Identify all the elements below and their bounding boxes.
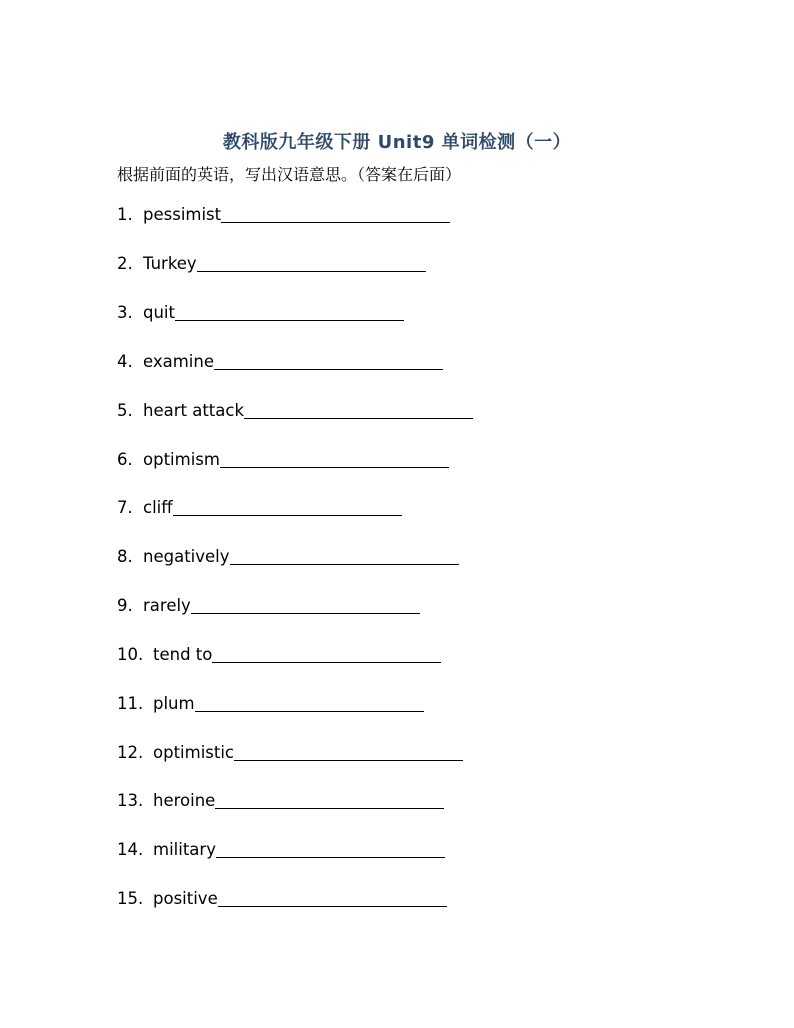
item-number: 9. [117,596,133,615]
vocab-item [117,205,450,229]
answer-blank[interactable] [220,466,449,468]
item-word: optimistic [153,743,235,762]
item-number: 15. [117,889,144,908]
answer-blank[interactable] [234,759,463,761]
item-number: 10. [117,645,144,664]
answer-blank[interactable] [215,807,444,809]
vocab-item [117,303,404,327]
answer-blank[interactable] [212,661,441,663]
item-word: cliff [143,498,173,517]
item-word: optimism [143,450,220,469]
item-number: 1. [117,205,133,224]
vocab-item [117,694,424,718]
item-word: plum [153,694,195,713]
item-word: military [153,840,216,859]
item-number: 14. [117,840,144,859]
item-number: 8. [117,547,133,566]
vocab-item [117,840,445,864]
item-word: negatively [143,547,230,566]
answer-blank[interactable] [191,612,420,614]
answer-blank[interactable] [197,270,426,272]
item-word: examine [143,352,215,371]
item-word: positive [153,889,218,908]
vocab-item [117,791,444,815]
vocab-item [117,743,463,767]
vocab-item [117,450,449,474]
answer-blank[interactable] [175,319,404,321]
vocab-item [117,596,420,620]
vocab-item [117,254,426,278]
answer-blank[interactable] [216,856,445,858]
vocab-item [117,547,459,571]
item-word: Turkey [143,254,197,273]
worksheet-title: 教科版九年级下册 Unit9 单词检测（一） [222,132,572,153]
answer-blank[interactable] [230,563,459,565]
item-word: pessimist [143,205,222,224]
item-word: heart attack [143,401,245,420]
item-number: 7. [117,498,133,517]
item-number: 12. [117,743,144,762]
vocab-item [117,352,443,376]
item-word: rarely [143,596,191,615]
vocab-item [117,645,441,669]
item-number: 2. [117,254,133,273]
worksheet-instruction: 根据前面的英语，写出汉语意思。（答案在后面） [117,165,462,184]
item-number: 3. [117,303,133,322]
item-number: 11. [117,694,144,713]
item-word: quit [143,303,175,322]
item-number: 6. [117,450,133,469]
answer-blank[interactable] [244,417,473,419]
item-number: 5. [117,401,133,420]
answer-blank[interactable] [214,368,443,370]
answer-blank[interactable] [218,905,447,907]
answer-blank[interactable] [221,221,450,223]
item-word: heroine [153,791,216,810]
answer-blank[interactable] [195,710,424,712]
item-number: 4. [117,352,133,371]
answer-blank[interactable] [173,514,402,516]
vocab-item [117,498,402,522]
vocab-item [117,401,473,425]
vocab-item [117,889,447,913]
item-word: tend to [153,645,213,664]
item-number: 13. [117,791,144,810]
